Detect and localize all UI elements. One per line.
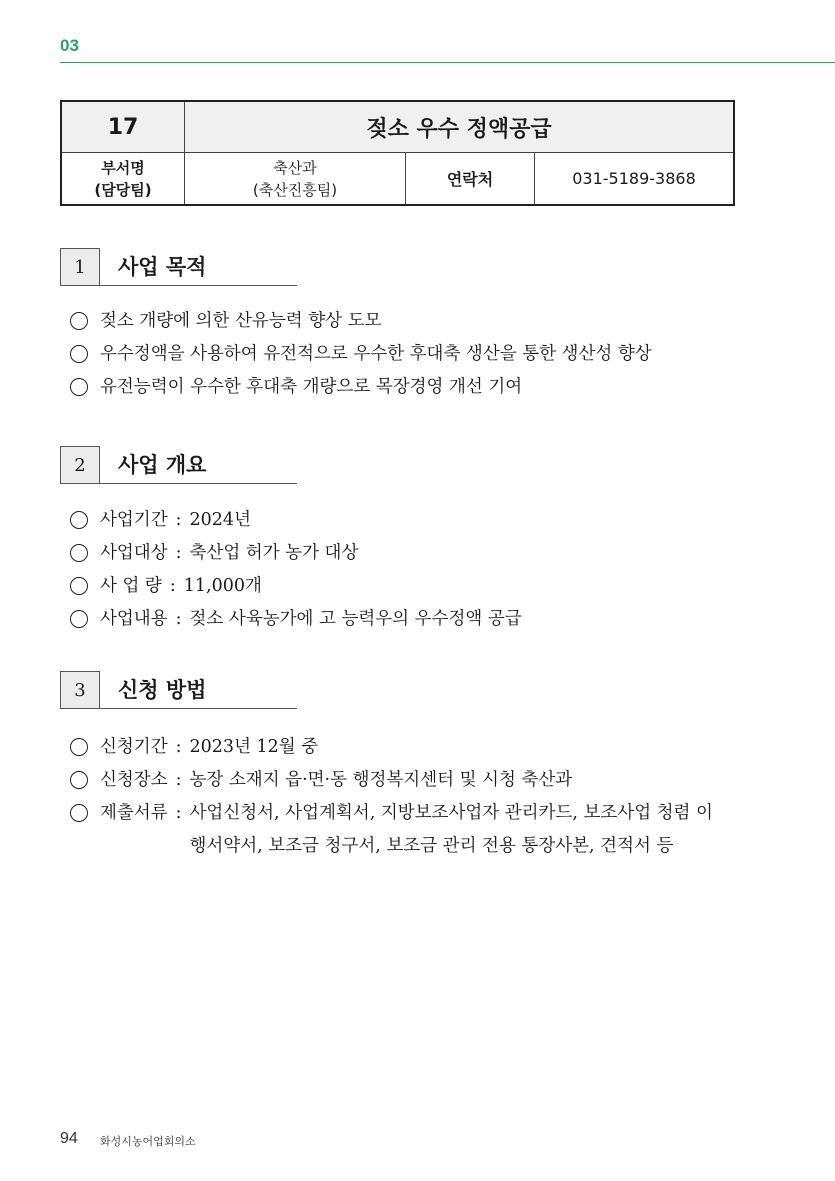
section-title: 사업 목적 (118, 255, 207, 279)
colon-separator: : (175, 543, 182, 563)
item-value: 축산업 허가 농가 대상 (189, 543, 359, 563)
item-label: 사 업 량 (100, 576, 162, 596)
chapter-number: 03 (60, 36, 79, 55)
department-value-line1: 축산과 (273, 158, 317, 177)
section-underline (60, 285, 297, 286)
project-number: 17 (61, 101, 185, 153)
item-value: 2024년 (189, 510, 251, 530)
item-value: 11,000개 (183, 576, 262, 596)
item-label: 사업내용 (100, 609, 168, 629)
circle-bullet-icon (70, 804, 88, 822)
purpose-list (66, 305, 756, 404)
page-number: 94 (60, 1130, 78, 1147)
contact-label: 연락처 (406, 153, 535, 206)
item-label: 사업기간 (100, 510, 168, 530)
department-label-line2: (담당팀) (94, 180, 152, 199)
list-item (66, 504, 756, 537)
department-label (61, 153, 185, 206)
section-title: 사업 개요 (118, 453, 207, 477)
list-item (66, 764, 756, 797)
section-number: 2 (60, 446, 100, 484)
chapter-divider (60, 62, 835, 63)
circle-bullet-icon (70, 312, 88, 330)
overview-list (66, 504, 756, 636)
section-header-purpose (60, 248, 297, 286)
application-list (66, 731, 756, 863)
footer-organization: 화성시농어업회의소 (100, 1135, 196, 1148)
section-header-overview (60, 446, 297, 484)
circle-bullet-icon (70, 544, 88, 562)
item-label: 제출서류 (100, 803, 168, 823)
list-item (66, 731, 756, 764)
section-header-application (60, 671, 297, 709)
item-value: 사업신청서, 사업계획서, 지방보조사업자 관리카드, 보조사업 청렴 이행서약서, 보조금 청구서, 보조금 관리 전용 통장사본, 견적서 등 (189, 803, 713, 856)
item-value: 농장 소재지 읍·면·동 행정복지센터 및 시청 축산과 (189, 770, 573, 790)
colon-separator: : (175, 803, 182, 823)
contact-value: 031-5189-3868 (535, 153, 735, 206)
department-value-line2: (축산진흥팀) (252, 180, 338, 199)
item-text: 우수정액을 사용하여 유전적으로 우수한 후대축 생산을 통한 생산성 향상 (100, 344, 652, 364)
project-title: 젖소 우수 정액공급 (185, 101, 735, 153)
colon-separator: : (175, 510, 182, 530)
item-label: 사업대상 (100, 543, 168, 563)
circle-bullet-icon (70, 738, 88, 756)
list-item (66, 570, 756, 603)
colon-separator: : (175, 737, 182, 757)
list-item (66, 537, 756, 570)
project-info-table (60, 100, 735, 206)
circle-bullet-icon (70, 610, 88, 628)
department-label-line1: 부서명 (101, 158, 145, 177)
department-value (185, 153, 406, 206)
list-item (66, 371, 756, 404)
list-item (66, 338, 756, 371)
circle-bullet-icon (70, 378, 88, 396)
item-value: 2023년 12월 중 (189, 737, 319, 757)
section-underline (60, 483, 297, 484)
colon-separator: : (175, 770, 182, 790)
circle-bullet-icon (70, 577, 88, 595)
list-item (66, 797, 756, 863)
circle-bullet-icon (70, 511, 88, 529)
item-label: 신청장소 (100, 770, 168, 790)
list-item (66, 603, 756, 636)
circle-bullet-icon (70, 771, 88, 789)
section-title: 신청 방법 (118, 678, 207, 702)
list-item (66, 305, 756, 338)
section-underline (60, 708, 297, 709)
item-label: 신청기간 (100, 737, 168, 757)
section-number: 1 (60, 248, 100, 286)
item-text: 유전능력이 우수한 후대축 개량으로 목장경영 개선 기여 (100, 377, 523, 397)
section-number: 3 (60, 671, 100, 709)
circle-bullet-icon (70, 345, 88, 363)
item-value: 젖소 사육농가에 고 능력우의 우수정액 공급 (189, 609, 522, 629)
colon-separator: : (169, 576, 176, 596)
colon-separator: : (175, 609, 182, 629)
item-text: 젖소 개량에 의한 산유능력 향상 도모 (100, 311, 382, 331)
